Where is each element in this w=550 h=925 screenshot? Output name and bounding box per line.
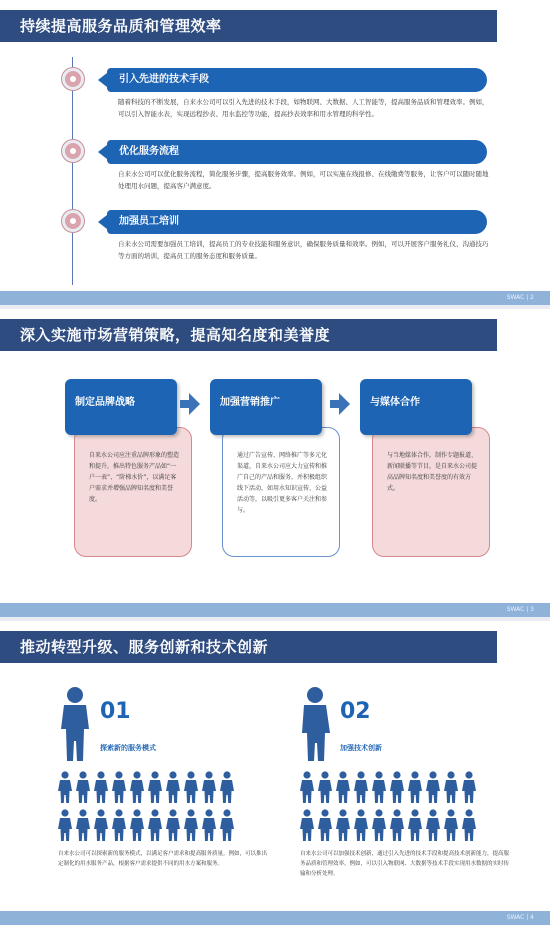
page-number: SWAC | 4 — [506, 914, 534, 921]
person-icon — [202, 809, 216, 841]
people-grid-right — [300, 771, 480, 841]
timeline-line — [72, 57, 73, 285]
slide-3 — [0, 621, 550, 925]
slide-title: 深入实施市场营销策略，提高知名度和美誉度 — [0, 319, 497, 351]
slide-footer — [0, 291, 550, 305]
item-heading: 加强员工培训 — [107, 210, 487, 234]
person-icon — [372, 771, 386, 803]
person-icon — [112, 809, 126, 841]
person-icon — [166, 809, 180, 841]
item-text: 自来水公司可以优化服务流程，简化服务步骤，提高服务效率。例如，可以实施在线报修、在线缴费等服务，让客户可以随时随地处理用水问题，提高客户满意度。 — [118, 170, 489, 190]
slide-footer — [0, 603, 550, 617]
block-text: 自来水公司可以加强技术创新，通过引入先进的技术手段和提高技术创新能力，提高服务品质和管理效率。例如，可以引入物联网、大数据等技术手段实现用水数据的实时传输和分析处理。 — [300, 851, 510, 877]
slide-2 — [0, 309, 550, 617]
person-icon — [354, 771, 368, 803]
person-icon — [76, 809, 90, 841]
person-icon — [390, 771, 404, 803]
person-icon — [318, 771, 332, 803]
card-text: 与当地媒体合作，制作专题报道、新闻联播等节目，是自来水公司提高品牌知名度和美誉度的有效方式。 — [372, 427, 490, 557]
person-icon — [300, 771, 314, 803]
timeline-node-icon — [62, 140, 84, 162]
person-icon — [408, 771, 422, 803]
block-number: 01 — [100, 699, 131, 724]
person-icon — [318, 809, 332, 841]
arrow-right-icon — [330, 393, 350, 415]
slide-footer — [0, 911, 550, 925]
card-text: 通过广告宣传、网络推广等多元化渠道，自来水公司应大力宣传和推广自己的产品和服务，并积极组织线下活动，如用水知识宣传、公益活动等，以吸引更多客户关注和参与。 — [222, 427, 340, 557]
slide-title: 推动转型升级、服务创新和技术创新 — [0, 631, 497, 663]
person-icon — [94, 809, 108, 841]
person-icon — [462, 771, 476, 803]
person-icon — [202, 771, 216, 803]
page-number: SWAC | 3 — [506, 606, 534, 613]
people-grid-left — [58, 771, 238, 841]
person-icon — [426, 809, 440, 841]
person-icon — [148, 771, 162, 803]
block-number: 02 — [340, 699, 371, 724]
item-heading: 引入先进的技术手段 — [107, 68, 487, 92]
person-icon — [184, 771, 198, 803]
person-icon — [130, 771, 144, 803]
person-icon — [462, 809, 476, 841]
person-icon — [426, 771, 440, 803]
person-icon — [390, 809, 404, 841]
person-icon — [336, 771, 350, 803]
item-text: 自来水公司需要加强员工培训，提高员工的专业技能和服务意识，确保服务质量和效率。例如，可以开展客户服务礼仪、沟通技巧等方面的培训，提高员工的服务态度和服务质量。 — [118, 240, 489, 260]
person-icon — [336, 809, 350, 841]
arrow-right-icon — [180, 393, 200, 415]
person-icon — [444, 771, 458, 803]
card-heading: 与媒体合作 — [360, 379, 472, 435]
item-text: 随着科技的不断发展，自来水公司可以引入先进的技术手段，如物联网、大数据、人工智能等，提高服务品质和管理效率。例如，可以引入智能水表，实现远程抄表、用水监控等功能，提高抄表效率和用水管理的科学性。 — [118, 98, 489, 118]
card-text: 自来水公司应注重品牌形象的塑造和提升，推出特色服务产品如“一户一表”、“阶梯水价”，以满足客户需求并增强品牌知名度和美誉度。 — [74, 427, 192, 557]
card-heading: 制定品牌战略 — [65, 379, 177, 435]
timeline-node-icon — [62, 210, 84, 232]
person-icon — [354, 809, 368, 841]
person-icon — [220, 809, 234, 841]
person-icon — [94, 771, 108, 803]
block-subtitle: 探索新的服务模式 — [100, 744, 156, 752]
person-icon — [148, 809, 162, 841]
person-icon — [184, 809, 198, 841]
person-icon — [300, 686, 330, 761]
person-icon — [58, 771, 72, 803]
person-icon — [444, 809, 458, 841]
person-icon — [300, 809, 314, 841]
person-icon — [166, 771, 180, 803]
person-icon — [220, 771, 234, 803]
slide-title: 持续提高服务品质和管理效率 — [0, 10, 497, 42]
timeline-node-icon — [62, 68, 84, 90]
block-subtitle: 加强技术创新 — [340, 744, 382, 752]
person-icon — [372, 809, 386, 841]
person-icon — [60, 686, 90, 761]
person-icon — [58, 809, 72, 841]
person-icon — [76, 771, 90, 803]
slide-1 — [0, 0, 550, 305]
page-number: SWAC | 2 — [506, 294, 534, 301]
person-icon — [112, 771, 126, 803]
block-text: 自来水公司可以探索新的服务模式，以满足客户需求和提高服务质量。例如，可以推出定制化的用水服务产品，根据客户需求提供不同的用水方案和服务。 — [58, 851, 268, 867]
person-icon — [130, 809, 144, 841]
item-heading: 优化服务流程 — [107, 140, 487, 164]
person-icon — [408, 809, 422, 841]
card-heading: 加强营销推广 — [210, 379, 322, 435]
